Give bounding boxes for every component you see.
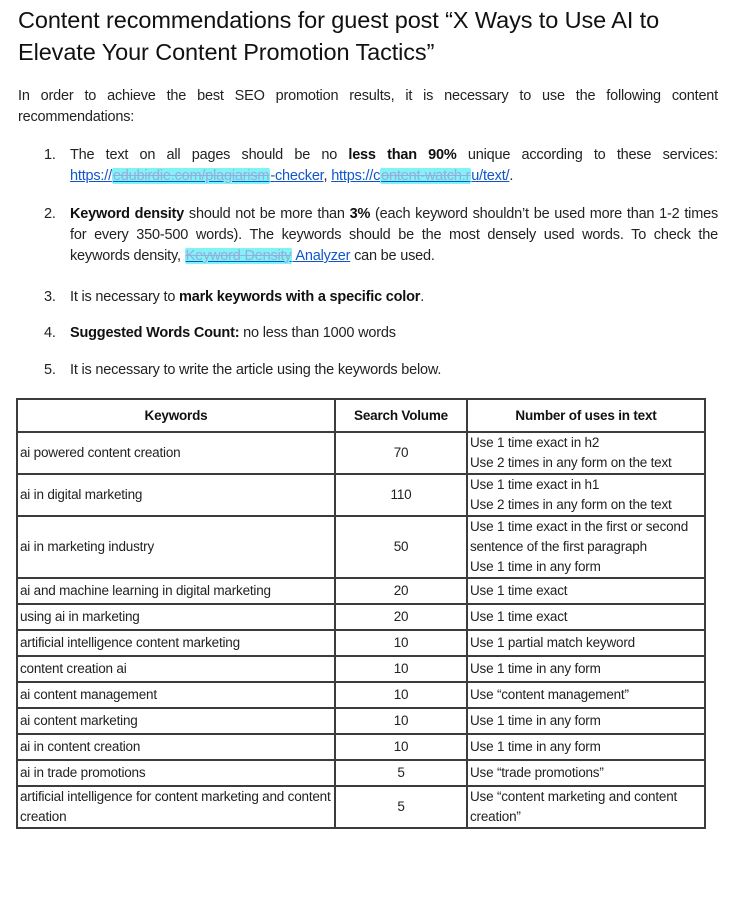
uses-cell [467,578,705,604]
usage-instruction: Use 1 time in any form [470,739,601,754]
document-title: Content recommendations for guest post “X Ways to Use AI to Elevate Your Content Promotion Tactics” [18,7,660,65]
item-bold-text: Suggested Words Count: [70,325,240,341]
list-number: 2. [44,206,56,222]
list-item-uniqueness [44,145,718,187]
table-row [17,630,705,656]
search-volume-cell: 5 [335,760,467,786]
list-item-use-keywords [44,360,718,381]
usage-instruction: Use 1 time in any form [470,559,601,574]
table-row [17,786,705,828]
keyword-cell: ai in trade promotions [17,760,335,786]
search-volume-cell: 70 [335,432,467,474]
keyword-cell: using ai in marketing [17,604,335,630]
keyword-cell: ai in marketing industry [17,516,335,578]
redacted-text: edubirdie.com/plagiarism [112,168,270,184]
keyword-cell: ai content management [17,682,335,708]
table-header-row [17,399,705,432]
list-item-mark-keywords [44,287,718,308]
keyword-cell: content creation ai [17,656,335,682]
uses-cell [467,734,705,760]
keyword-cell: ai in digital marketing [17,474,335,516]
search-volume-cell: 10 [335,708,467,734]
keyword-cell: ai powered content creation [17,432,335,474]
keyword-cell: ai in content creation [17,734,335,760]
item-text: The text on all pages should be no [70,147,349,163]
list-number: 3. [44,289,56,305]
uses-cell [467,630,705,656]
list-number: 1. [44,147,56,163]
list-item-keyword-density [44,204,718,267]
keywords-table [16,398,706,829]
list-item-word-count [44,323,718,344]
usage-instruction: Use 1 time in any form [470,661,601,676]
item-text: can be used. [350,248,435,264]
usage-instruction: Use “trade promotions” [470,765,604,780]
table-row [17,760,705,786]
usage-instruction: Use 2 times in any form on the text [470,455,672,470]
uses-cell [467,708,705,734]
item-text: . [420,289,425,305]
item-text: unique according to these services: [456,147,718,163]
table-row [17,432,705,474]
item-bold-text: less than 90% [348,147,457,163]
search-volume-cell: 20 [335,604,467,630]
item-text: . [509,168,514,184]
uses-cell [467,656,705,682]
uses-cell [467,474,705,516]
table-row [17,734,705,760]
search-volume-cell: 110 [335,474,467,516]
search-volume-cell: 5 [335,786,467,828]
header-search-volume: Search Volume [335,399,467,432]
header-number-of-uses: Number of uses in text [467,399,705,432]
plagiarism-checker-link[interactable] [70,168,324,184]
table-row [17,516,705,578]
item-text: (each keyword shouldn’t be used more than 1-2 times for every 350-500 words). The keywords should be the most densely used words. To check the keywords density, [70,206,718,264]
intro-paragraph: In order to achieve the best SEO promotion results, it is necessary to use the following content recommendations: [18,88,718,125]
list-number: 4. [44,325,56,341]
keyword-cell: artificial intelligence content marketing [17,630,335,656]
uses-cell [467,786,705,828]
redacted-text: Keyword Density [185,248,292,264]
link-text: -checker [270,168,324,184]
table-row [17,474,705,516]
uses-cell [467,682,705,708]
search-volume-cell: 10 [335,656,467,682]
usage-instruction: Use 1 partial match keyword [470,635,635,650]
search-volume-cell: 20 [335,578,467,604]
usage-instruction: Use “content marketing and content creation” [470,789,678,824]
usage-instruction: Use 1 time exact in h1 [470,477,600,492]
usage-instruction: Use “content management” [470,687,629,702]
uses-cell [467,760,705,786]
table-row [17,708,705,734]
item-bold-text: 3% [349,206,371,222]
usage-instruction: Use 1 time exact in the first or second sentence of the first paragraph [470,519,689,554]
search-volume-cell: 10 [335,734,467,760]
item-bold-text: Keyword density [70,206,185,222]
content-watch-link[interactable] [331,168,509,184]
item-bold-text: mark keywords with a specific color [179,289,421,305]
link-text: https://c [331,168,381,184]
link-text: https:// [70,168,112,184]
list-number: 5. [44,362,56,378]
keyword-density-analyzer-link[interactable] [185,248,351,264]
header-keywords: Keywords [17,399,335,432]
search-volume-cell: 10 [335,682,467,708]
usage-instruction: Use 1 time exact in h2 [470,435,600,450]
table-row [17,682,705,708]
separator-text: , [323,168,332,184]
search-volume-cell: 10 [335,630,467,656]
usage-instruction: Use 1 time exact [470,583,568,598]
uses-cell [467,516,705,578]
usage-instruction: Use 1 time exact [470,609,568,624]
usage-instruction: Use 2 times in any form on the text [470,497,672,512]
keyword-cell: artificial intelligence for content marketing and content creation [17,786,335,828]
item-text: no less than 1000 words [239,325,396,341]
table-row [17,578,705,604]
item-text: should not be more than [184,206,350,222]
search-volume-cell: 50 [335,516,467,578]
item-text: It is necessary to write the article using the keywords below. [70,362,442,378]
table-row [17,604,705,630]
keywords-table-body [17,432,705,828]
keyword-cell: ai and machine learning in digital marketing [17,578,335,604]
redacted-text: ontent-watch.r [381,168,471,184]
item-text: It is necessary to [70,289,180,305]
uses-cell [467,432,705,474]
usage-instruction: Use 1 time in any form [470,713,601,728]
keyword-cell: ai content marketing [17,708,335,734]
table-row [17,656,705,682]
link-text: Analyzer [292,248,351,264]
uses-cell [467,604,705,630]
link-text: u/text/ [471,168,510,184]
